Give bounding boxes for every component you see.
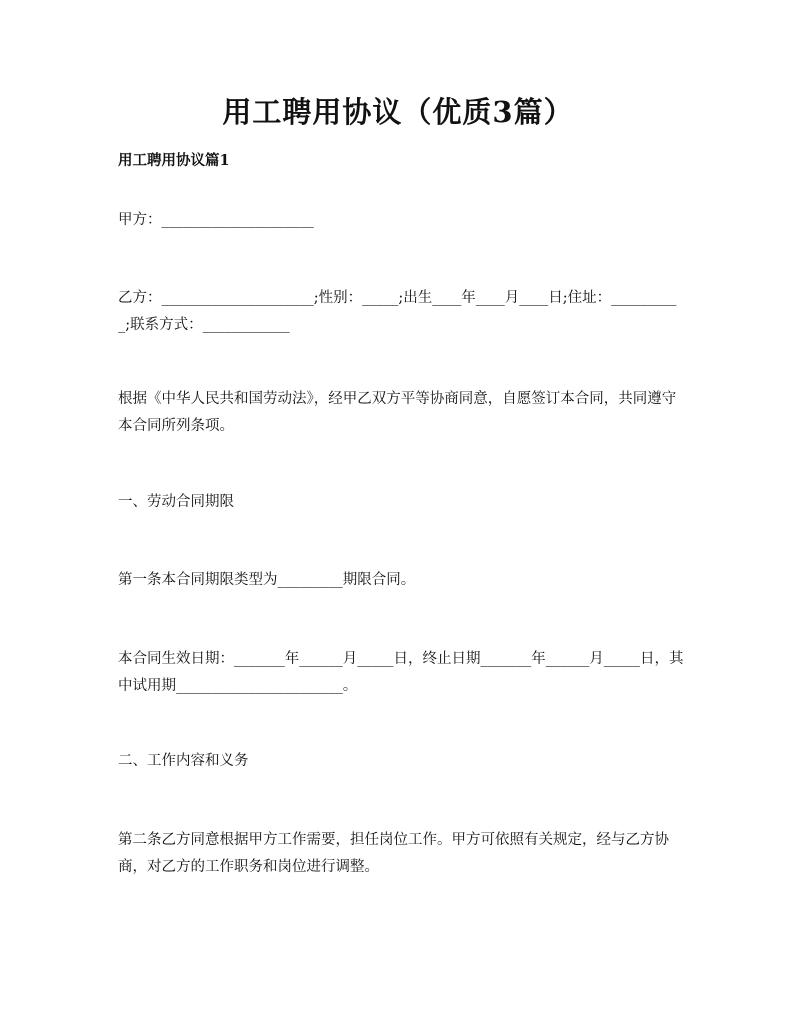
article-2-paragraph: 第二条乙方同意根据甲方工作需要，担任岗位工作。甲方可依照有关规定，经与乙方协商，对乙方的工作职务和岗位进行调整。: [118, 832, 669, 875]
chapter-heading-1: 一、劳动合同期限: [118, 494, 234, 510]
party-a-line: 甲方：_____________________: [118, 212, 314, 228]
section-heading: 用工聘用协议篇1: [118, 152, 230, 169]
preamble-paragraph: 根据《中华人民共和国劳动法》，经甲乙双方平等协商同意，自愿签订本合同，共同遵守本合同所列条项。: [118, 391, 677, 434]
party-b-lines: 乙方：_____________________;性别：_____;出生____年____月____日;住址：__________;联系方式：____________: [118, 290, 677, 333]
effective-date-paragraph: 本合同生效日期：_______年______月_____日，终止日期_______年______月_____日，其中试用期_______________________。: [118, 651, 684, 694]
chapter-heading-2: 二、工作内容和义务: [118, 753, 249, 769]
document-title: 用工聘用协议（优质3篇）: [222, 95, 574, 129]
article-1-paragraph: 第一条本合同期限类型为_________期限合同。: [118, 572, 416, 588]
